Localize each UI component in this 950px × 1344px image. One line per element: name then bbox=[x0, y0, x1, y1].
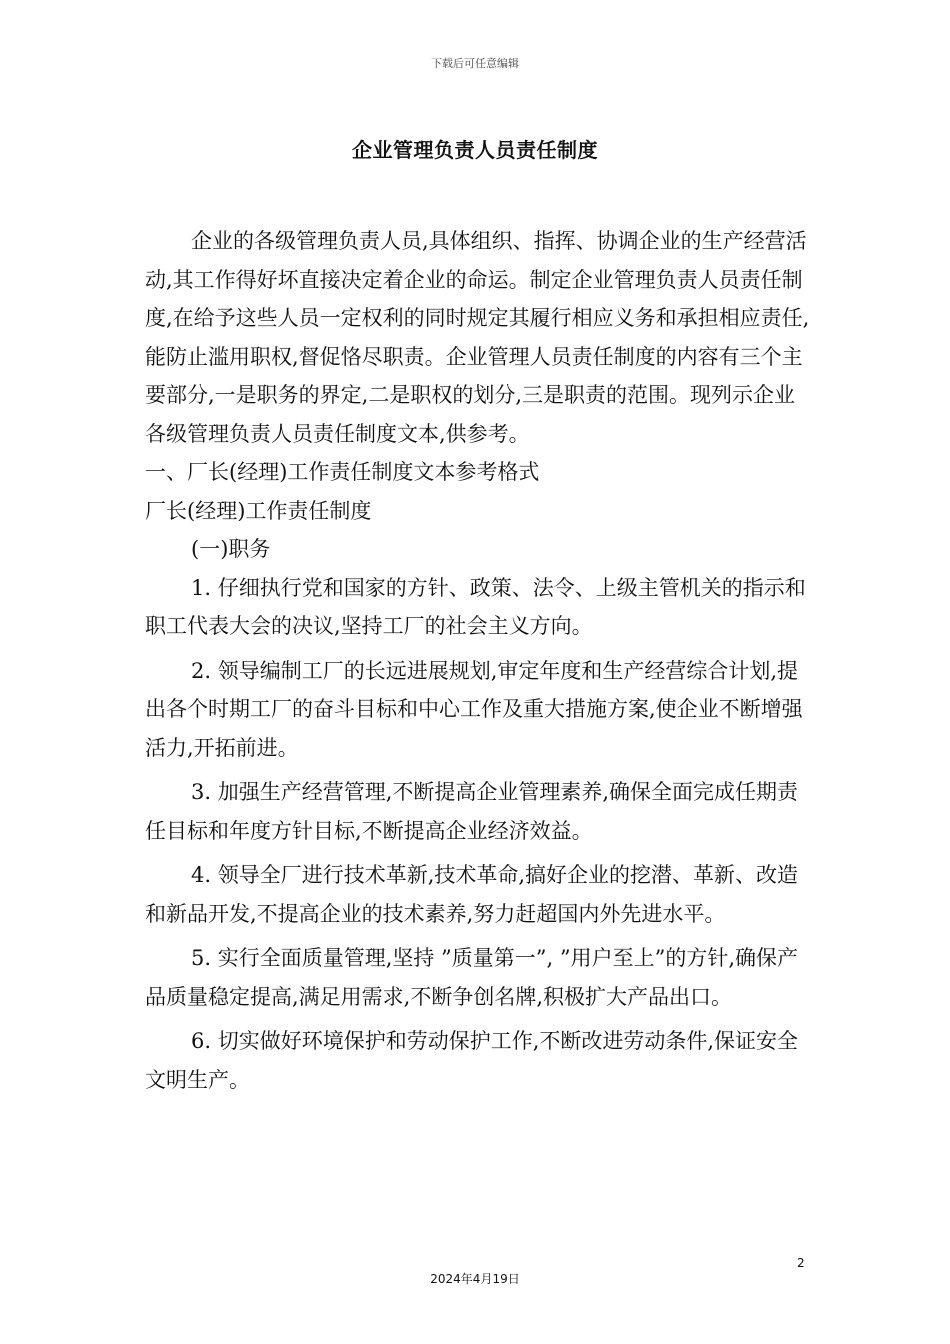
document-body bbox=[145, 222, 815, 1099]
duty-item-3: 3. 加强生产经营管理,不断提高企业管理素养,确保全面完成任期责任目标和年度方针目标,不断提高企业经济效益。 bbox=[145, 780, 799, 843]
duties-heading: (一)职务 bbox=[191, 537, 271, 561]
subsection-heading: 厂长(经理)工作责任制度 bbox=[145, 498, 372, 523]
duty-item-6: 6. 切实做好环境保护和劳动保护工作,不断改进劳动条件,保证安全文明生产。 bbox=[145, 1029, 799, 1092]
footer-date: 2024年4月19日 bbox=[430, 1272, 520, 1286]
section-heading: 一、厂长(经理)工作责任制度文本参考格式 bbox=[145, 460, 540, 484]
duty-item-5: 5. 实行全面质量管理,坚持 ”质量第一”, ”用户至上”的方针,确保产品质量稳定提高,满足用需求,不断争创名牌,积极扩大产品出口。 bbox=[145, 946, 799, 1009]
header-note: 下载后可任意编辑 bbox=[431, 57, 519, 70]
intro-paragraph: 企业的各级管理负责人员,具体组织、指挥、协调企业的生产经营活动,其工作得好坏直接决定着企业的命运。制定企业管理负责人员责任制度,在给予这些人员一定权利的同时规定其履行相应义务和承担相应责任,能防止滥用职权,督促恪尽职责。企业管理人员责任制度的内容有三个主要部分,一是职务的界定,二是职权的划分,三是职责的范围。现列示企业各级管理负责人员责任制度文本,供参考。 bbox=[145, 229, 810, 446]
duty-item-1: 1. 仔细执行党和国家的方针、政策、法令、上级主管机关的指示和职工代表大会的决议,坚持工厂的社会主义方向。 bbox=[145, 575, 806, 638]
duty-item-2: 2. 领导编制工厂的长远进展规划,审定年度和生产经营综合计划,提出各个时期工厂的奋斗目标和中心工作及重大措施方案,使企业不断增强活力,开拓前进。 bbox=[145, 658, 803, 760]
page-number: 2 bbox=[797, 1256, 805, 1270]
document-title: 企业管理负责人员责任制度 bbox=[352, 138, 598, 162]
duty-item-4: 4. 领导全厂进行技术革新,技术革命,搞好企业的挖潜、革新、改造和新品开发,不提高企业的技术素养,努力赶超国内外先进水平。 bbox=[145, 863, 799, 926]
